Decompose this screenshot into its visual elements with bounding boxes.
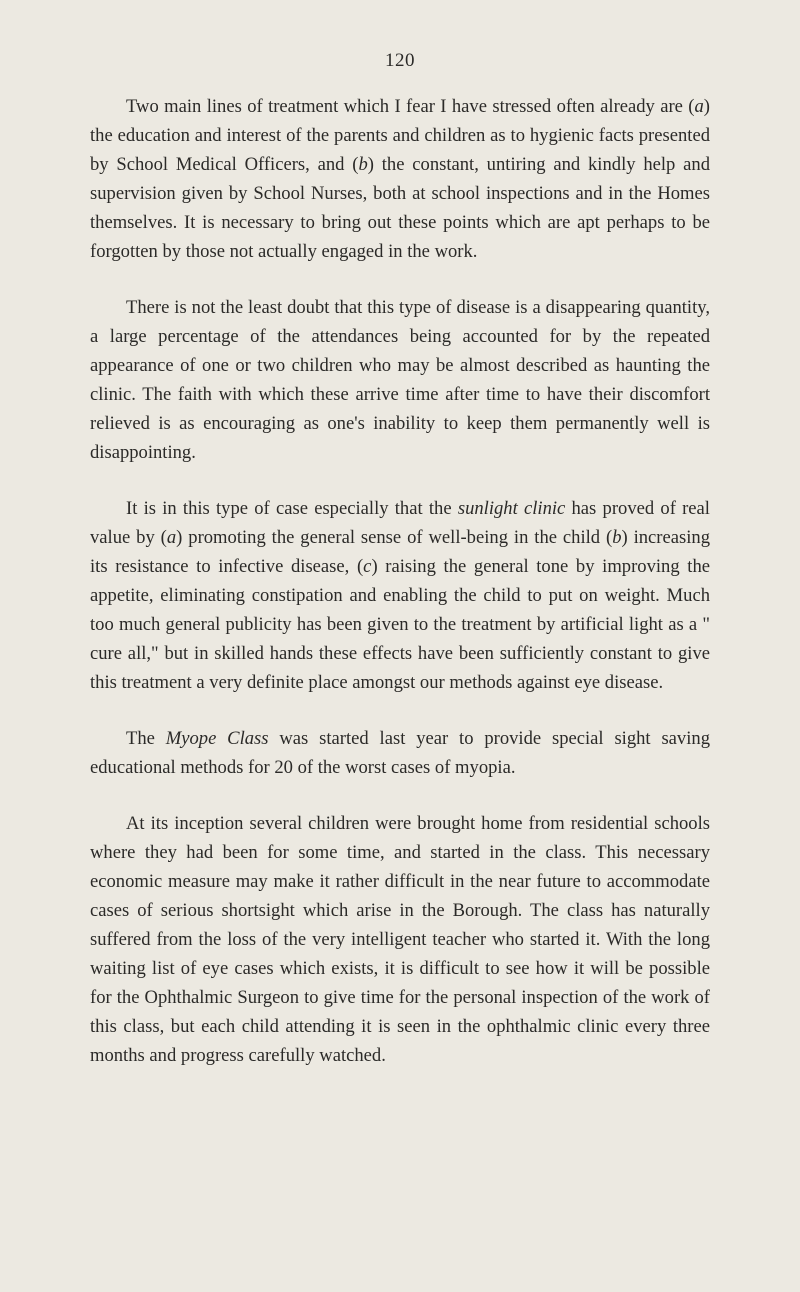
paragraph-myope-class [90, 724, 710, 782]
paragraph-disappearing-disease [90, 293, 710, 467]
text-run: ) the constant, untiring and kindly help and supervision given by School Nurses, both at school inspections and in the Homes themselves. It is necessary to bring out these points which are apt perhaps to be forgotten by those not actually engaged in the work. [90, 154, 710, 262]
text-run: At its inception several children were brought home from residential schools where they had been for some time, and started in the class. This necessary economic measure may make it rather difficult in the near future to accommodate cases of serious shortsight which arise in the Borough. The class has naturally suffered from the loss of the very intelligent teacher who started it. With the long waiting list of eye cases which exists, it is difficult to see how it will be possible for the Ophthalmic Surgeon to give time for the personal inspection of the work of this class, but each child attending it is seen in the ophthalmic clinic every three months and progress carefully watched. [90, 813, 710, 1066]
text-run: There is not the least doubt that this type of disease is a disappearing quantity, a large percentage of the attendances being accounted for by the repeated appearance of one or two children who may be almost described as haunting the clinic. The faith with which these arrive time after time to have their discomfort relieved is as encouraging as one's inability to keep them permanently well is disappointing. [90, 297, 710, 463]
italic-run: a [166, 527, 177, 548]
document-body [90, 92, 710, 1097]
italic-run: c [363, 556, 372, 577]
paragraph-sunlight-clinic [90, 494, 710, 697]
paragraph-class-inception [90, 809, 710, 1070]
italic-run: Myope Class [165, 728, 269, 749]
italic-run: b [612, 527, 622, 548]
text-run: ) promoting the general sense of well-being in the child ( [176, 527, 613, 548]
page-number: 120 [385, 50, 415, 71]
text-run: ) raising the general tone by improving the appetite, eliminating constipation and enabling the child to put on weight. Much too much general publicity has been given to the treatment by artificial light as a " cure all," but in skilled hands these effects have been sufficiently constant to give this treatment a very definite place amongst our methods against eye disease. [90, 556, 711, 693]
italic-run: sunlight clinic [457, 498, 566, 519]
text-run: ) increasing its resistance to infective disease, ( [90, 527, 710, 577]
text-run: ) the education and interest of the parents and children as to hygienic facts presented by School Medical Officers, and ( [90, 96, 710, 175]
italic-run: b [358, 154, 368, 175]
text-run: Two main lines of treatment which I fear I have stressed often already are ( [126, 96, 695, 117]
text-run: The [126, 728, 166, 749]
text-run: was started last year to provide special sight saving educational methods for 20 of the worst cases of myopia. [90, 728, 710, 778]
italic-run: a [694, 96, 704, 117]
paragraph-treatment-lines [90, 92, 710, 266]
text-run: It is in this type of case especially that the [126, 498, 458, 519]
text-run: has proved of real value by ( [90, 498, 710, 548]
